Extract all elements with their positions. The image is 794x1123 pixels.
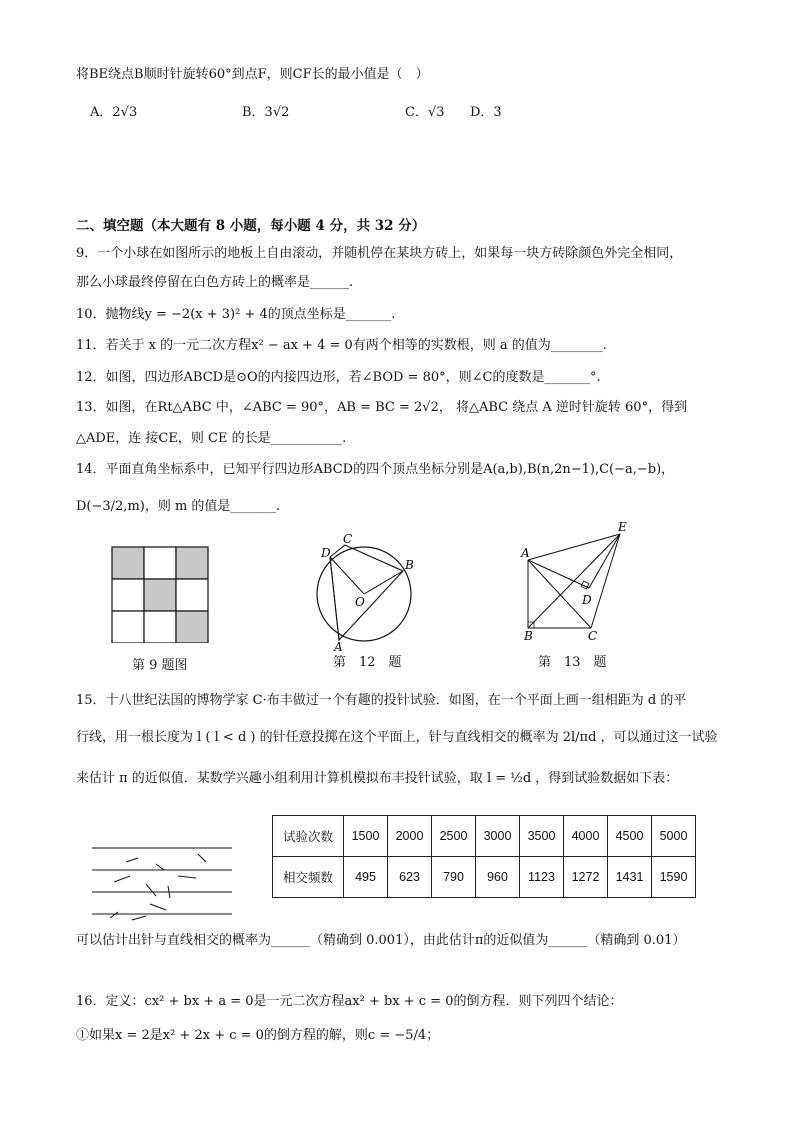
fig13-label-e: E (618, 520, 627, 534)
fig13-label-b: B (524, 629, 533, 643)
fig12-label-a: A (334, 640, 343, 652)
figure-9-grid (110, 545, 212, 643)
q10-text: 10．抛物线y = −2(x + 3)² + 4的顶点坐标是_______. (76, 307, 396, 322)
q8-stem: 将BE绕点B顺时针旋转60°到点F，则CF长的最小值是（ ） (76, 67, 429, 82)
q9-line2: 那么小球最终停留在白色方砖上的概率是______. (76, 275, 354, 290)
table-cell: 5000 (652, 816, 696, 857)
q15-line3: 来估计 π 的近似值．某数学兴趣小组利用计算机模拟布丰投针试验，取 l = ½d ，得到试验数据如下表： (76, 771, 679, 786)
table-cell: 1272 (564, 857, 608, 898)
grid-tile (112, 547, 144, 579)
table-cell: 1590 (652, 857, 696, 898)
q16-line2: ①如果x = 2是x² + 2x + c = 0的倒方程的解，则c = −5/4； (76, 1028, 440, 1043)
grid-tile (176, 611, 208, 643)
q9-line1: 9．一个小球在如图所示的地板上自由滚动，并随机停在某块方砖上，如果每一块方砖除颜色外完全相同， (76, 246, 683, 261)
q12-text: 12．如图，四边形ABCD是⊙O的内接四边形，若∠BOD = 80°，则∠C的度数是_______°. (76, 370, 601, 385)
table-cell: 2500 (432, 816, 476, 857)
figure-13-caption: 第 13 题 (538, 655, 607, 670)
section-title: 二、填空题（本大题有 8 小题，每小题 4 分，共 32 分） (76, 218, 426, 234)
grid-tile (144, 579, 176, 611)
table-cell: 1123 (520, 857, 564, 898)
grid-tile (112, 611, 144, 643)
table-row-label: 相交频数 (273, 857, 344, 898)
q14-line1: 14．平面直角坐标系中，已知平行四边形ABCD的四个顶点坐标分别是A(a,b),B(n,2n−1),C(−a,−b)， (76, 462, 675, 477)
table-cell: 960 (476, 857, 520, 898)
figure-13-triangles (516, 520, 636, 644)
grid-tile (112, 579, 144, 611)
table-cell: 790 (432, 857, 476, 898)
q15-line4: 可以估计出针与直线相交的概率为______（精确到 0.001），由此估计π的近似值为______（精确到 0.01） (76, 933, 686, 948)
grid-tile (144, 547, 176, 579)
grid-tile (176, 579, 208, 611)
q13-line2: △ADE，连 接CE，则 CE 的长是___________. (76, 431, 347, 446)
q8-option-b: B．3√2 (242, 105, 290, 120)
table-cell: 495 (344, 857, 388, 898)
fig12-label-c: C (343, 532, 353, 546)
table-cell: 1431 (608, 857, 652, 898)
q13-line1: 13．如图，在Rt△ABC 中，∠ABC = 90°，AB = BC = 2√2， 将△ABC 绕点 A 逆时针旋转 60°，得到 (76, 400, 688, 415)
q8-option-c: C．√3 (405, 105, 445, 120)
figure-12-caption: 第 12 题 (333, 655, 402, 670)
grid-tile (176, 547, 208, 579)
fig12-label-b: B (405, 558, 414, 572)
experiment-table (272, 815, 696, 898)
table-cell: 2000 (388, 816, 432, 857)
table-cell: 623 (388, 857, 432, 898)
grid-tile (144, 611, 176, 643)
q15-line1: 15．十八世纪法国的博物学家 C·布丰做过一个有趣的投针试验．如图，在一个平面上画一组相距为 d 的平 (76, 693, 687, 708)
figure-12-circle (308, 530, 428, 652)
q16-line1: 16．定义：cx² + bx + a = 0是一元二次方程ax² + bx + c = 0的倒方程．则下列四个结论： (76, 994, 623, 1009)
fig12-label-d: D (321, 546, 331, 560)
needle-figure (90, 840, 235, 928)
table-row-label: 试验次数 (273, 816, 344, 857)
q15-line2: 行线，用一根长度为 l ( l < d ) 的针任意投掷在这个平面上，针与直线相交的概率为 2l/πd ，可以通过这一试验 (76, 730, 718, 745)
q8-option-d: D．3 (470, 105, 502, 120)
fig13-label-c: C (588, 629, 598, 643)
table-row (273, 816, 696, 857)
table-cell: 4500 (608, 816, 652, 857)
table-row (273, 857, 696, 898)
table-cell: 1500 (344, 816, 388, 857)
figure-9-caption: 第 9 题图 (132, 658, 188, 673)
q8-option-a: A．2√3 (90, 105, 138, 120)
fig12-label-o: O (355, 595, 365, 609)
fig13-label-a: A (521, 546, 530, 560)
table-cell: 3000 (476, 816, 520, 857)
q11-text: 11．若关于 x 的一元二次方程x² − ax + 4 = 0有两个相等的实数根，则 a 的值为________. (76, 338, 607, 353)
q14-line2: D(−3/2,m)，则 m 的值是_______. (76, 499, 281, 514)
table-cell: 4000 (564, 816, 608, 857)
fig13-label-d: D (582, 593, 592, 607)
table-cell: 3500 (520, 816, 564, 857)
